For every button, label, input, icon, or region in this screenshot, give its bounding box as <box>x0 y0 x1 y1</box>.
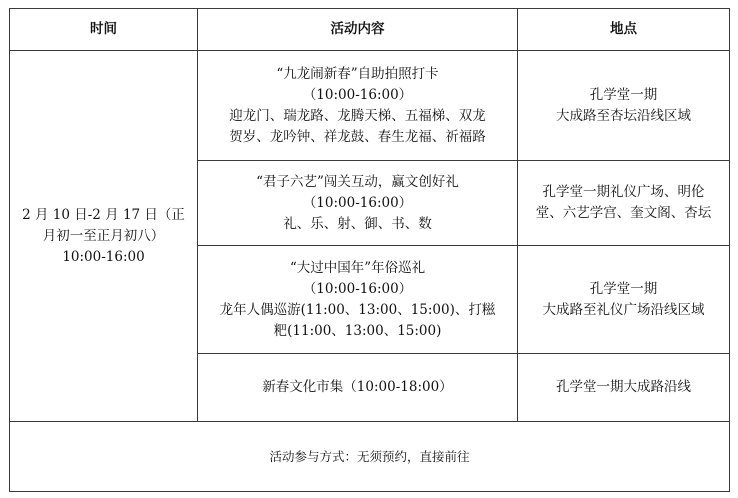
content-line: 礼、乐、射、御、书、数 <box>283 215 432 232</box>
row-2-content <box>198 161 517 245</box>
place-line: 孔学堂一期 <box>589 280 658 297</box>
content-line: “君子六艺”闯关互动，赢文创好礼 <box>256 173 459 190</box>
place-line: 大成路至杏坛沿线区域 <box>556 107 691 124</box>
row-4-content <box>198 354 517 421</box>
content-line: 龙年人偶巡游(11:00、13:00、15:00)、打糍 <box>219 301 496 318</box>
content-line: 贺岁、龙吟钟、祥龙鼓、春生龙福、祈福路 <box>229 128 486 145</box>
header-content-label: 活动内容 <box>330 21 385 37</box>
time-line: 月初一至正月初八） <box>42 227 165 244</box>
activity-table <box>9 8 730 492</box>
row-4-place <box>518 354 729 421</box>
content-line: “九龙闹新春”自助拍照打卡 <box>276 65 439 82</box>
header-content <box>198 9 517 50</box>
time-cell <box>10 51 197 421</box>
place-line: 孔学堂一期大成路沿线 <box>556 379 691 395</box>
row-1-place <box>518 51 729 160</box>
time-line: 10:00-16:00 <box>62 248 145 265</box>
header-place <box>518 9 729 50</box>
content-line: 粑(11:00、13:00、15:00) <box>273 322 442 339</box>
row-3-place <box>518 246 729 353</box>
content-line: （10:00-16:00） <box>302 280 413 297</box>
content-line: （10:00-16:00） <box>302 194 413 211</box>
participation-note-text: 活动参与方式：无须预约，直接前往 <box>269 449 470 464</box>
content-line: 迎龙门、瑞龙路、龙腾天梯、五福梯、双龙 <box>229 107 486 124</box>
time-line: 2 月 10 日-2 月 17 日（正 <box>22 206 185 223</box>
place-line: 大成路至礼仪广场沿线区域 <box>542 301 705 318</box>
header-time <box>10 9 197 50</box>
content-line: 新春文化市集（10:00-18:00） <box>262 379 453 395</box>
row-1-content <box>198 51 517 160</box>
row-3-content <box>198 246 517 353</box>
place-line: 孔学堂一期 <box>589 86 658 103</box>
table-border-bottom <box>9 491 730 492</box>
header-time-label: 时间 <box>90 21 117 37</box>
place-line: 堂、六艺学宫、奎文阁、杏坛 <box>535 205 712 221</box>
header-place-label: 地点 <box>610 21 637 37</box>
content-line: （10:00-16:00） <box>302 86 413 103</box>
table-border-right <box>729 8 730 492</box>
row-2-place <box>518 161 729 245</box>
place-line: 孔学堂一期礼仪广场、明伦 <box>542 184 705 200</box>
content-line: “大过中国年”年俗巡礼 <box>289 259 426 276</box>
participation-note <box>10 422 729 491</box>
